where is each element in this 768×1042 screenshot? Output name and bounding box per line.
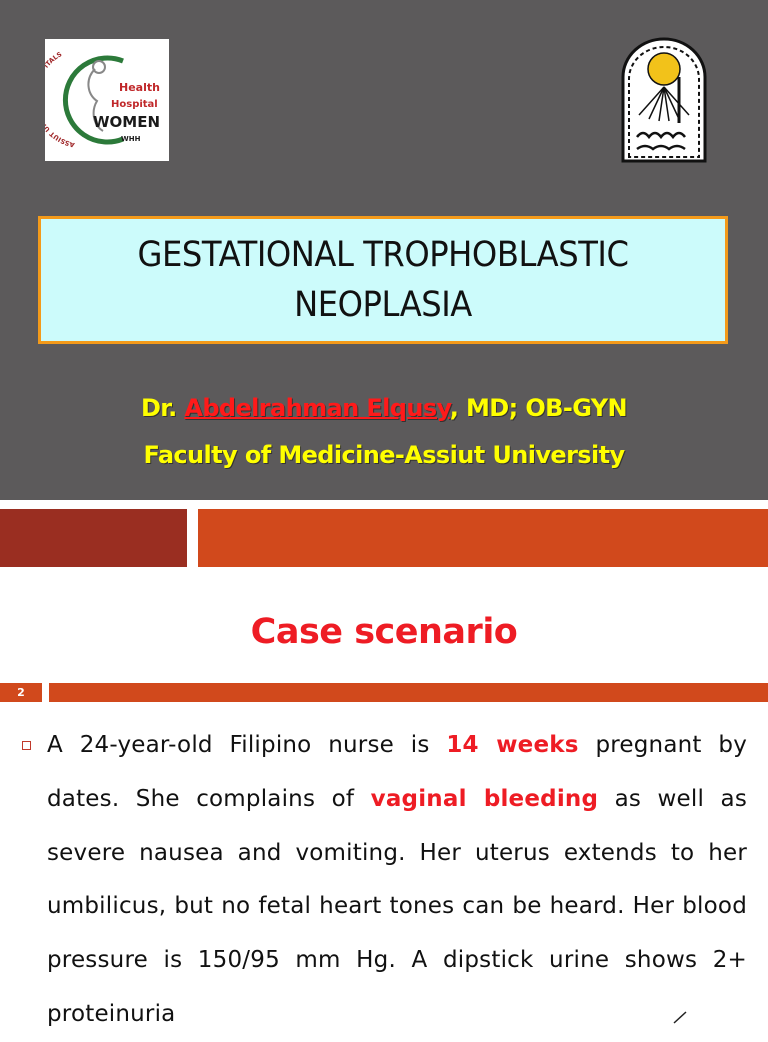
- slide-title: Case scenario: [250, 612, 518, 652]
- logo-whh-text: WHH: [121, 135, 141, 143]
- square-bullet-icon: [22, 741, 31, 750]
- presentation-title: GESTATIONAL TROPHOBLASTIC NEOPLASIA: [137, 235, 629, 325]
- logo-women-text: WOMEN: [93, 113, 161, 131]
- assiut-university-emblem-icon: [619, 37, 709, 163]
- author-prefix: Dr.: [140, 394, 185, 422]
- logo-health-text: Health: [119, 81, 160, 94]
- paragraph-text-2: pregnant by dates. She complains of: [47, 732, 747, 812]
- case-paragraph: [47, 719, 747, 1042]
- assiut-university-emblem: [619, 37, 709, 163]
- author-line: [0, 394, 768, 422]
- highlight-gestational-age: 14 weeks: [446, 732, 579, 758]
- paragraph-text-3: as well as severe nausea and vomiting. Her uterus extends to her umbilicus, but no fetal heart tones can be heard. Her blood pressure is 150/95 mm Hg. A dipstick urine shows 2+ proteinuria: [47, 785, 748, 1027]
- author-name: Abdelrahman Elqusy: [184, 394, 450, 422]
- logo-hospital-text: Hospital: [111, 99, 158, 110]
- faculty-line: Faculty of Medicine-Assiut University: [143, 441, 625, 469]
- women-health-hospital-logo-icon: [45, 39, 169, 161]
- decorative-band-left: [0, 509, 187, 567]
- title-slide: [0, 0, 768, 500]
- slide-header-bar: [49, 683, 768, 702]
- women-health-hospital-logo: [45, 39, 169, 161]
- decorative-band-right: [198, 509, 768, 567]
- svg-text:ASSIUT UNIVERSITY HOSPITALS: [45, 50, 76, 149]
- logo-arc-text: ASSIUT ALS: [47, 50, 76, 149]
- slide-number: 2: [0, 683, 42, 702]
- highlight-vaginal-bleeding: vaginal bleeding: [370, 785, 599, 812]
- pen-stroke-mark: [670, 1006, 690, 1024]
- presentation-title-box: [38, 216, 728, 344]
- author-suffix: , MD; OB-GYN: [449, 394, 628, 422]
- paragraph-text-1: A 24-year-old Filipino nurse is: [47, 732, 447, 758]
